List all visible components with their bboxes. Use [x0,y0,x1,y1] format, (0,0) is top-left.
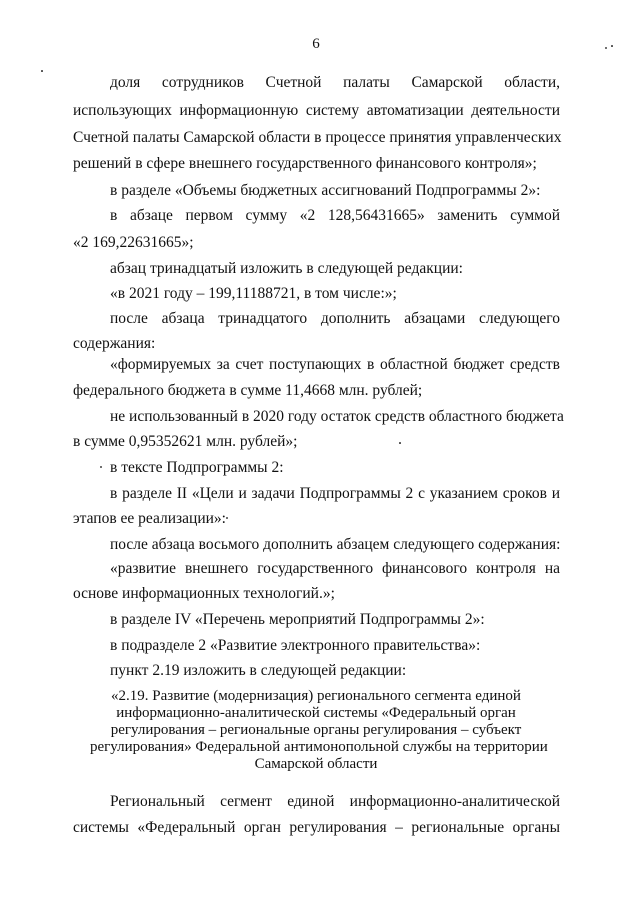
heading-line: регулирования – региональные органы регулирования – субъект [110,722,522,738]
text-line: Счетной палаты Самарской области в процессе принятия управленческих [73,129,562,146]
text-line: в сумме 0,95352621 млн. рублей»; [73,433,298,450]
text-line: в разделе «Объемы бюджетных ассигнований Подпрограммы 2»: [110,182,541,199]
text-line: содержания: [73,335,156,352]
text-line: этапов ее реализации»: [73,510,226,527]
text-line: в разделе IV «Перечень мероприятий Подпрограммы 2»: [110,611,485,628]
heading-line: регулирования» Федеральной антимонопольной службы на территории [90,739,548,755]
text-line: в тексте Подпрограммы 2: [110,459,284,476]
heading-line: «2.19. Развитие (модернизация) регионального сегмента единой [111,688,521,704]
text-line: «2 169,22631665»; [73,234,194,251]
heading-line: информационно-аналитической системы «Федеральный орган [116,705,516,721]
text-line: системы «Федеральный орган регулирования – региональные органы [73,819,560,836]
scan-speck [41,70,43,72]
text-line: «формируемых за счет поступающих в областной бюджет средств [110,356,560,373]
text-line: после абзаца тринадцатого дополнить абзацами следующего [110,310,560,327]
text-line: доля сотрудников Счетной палаты Самарской области, [110,74,560,91]
text-line: федерального бюджета в сумме 11,4668 млн. рублей; [73,382,423,399]
scan-speck [100,466,102,468]
text-line: абзац тринадцатый изложить в следующей редакции: [110,260,463,277]
scan-speck [605,47,607,49]
scan-speck [226,517,228,519]
text-line: пункт 2.19 изложить в следующей редакции: [110,662,407,679]
text-line: в абзаце первом сумму «2 128,56431665» заменить суммой [110,207,560,224]
text-line: решений в сфере внешнего государственного финансового контроля»; [73,155,537,172]
text-line: «развитие внешнего государственного финансового контроля на [110,560,560,577]
page-number: 6 [312,36,320,52]
text-line: основе информационных технологий.»; [73,585,335,602]
text-line: в подразделе 2 «Развитие электронного правительства»: [110,637,481,654]
text-line: в разделе II «Цели и задачи Подпрограммы 2 с указанием сроков и [110,485,560,502]
scan-speck [611,45,613,47]
text-line: «в 2021 году – 199,11188721, в том числе:»; [110,285,397,302]
text-line: использующих информационную систему автоматизации деятельности [73,102,560,119]
text-line: не использованный в 2020 году остаток средств областного бюджета [110,408,564,425]
text-line: Региональный сегмент единой информационно-аналитической [110,793,560,810]
text-line: после абзаца восьмого дополнить абзацем следующего содержания: [110,536,561,553]
scan-speck [399,442,401,444]
heading-line: Самарской области [254,756,378,772]
